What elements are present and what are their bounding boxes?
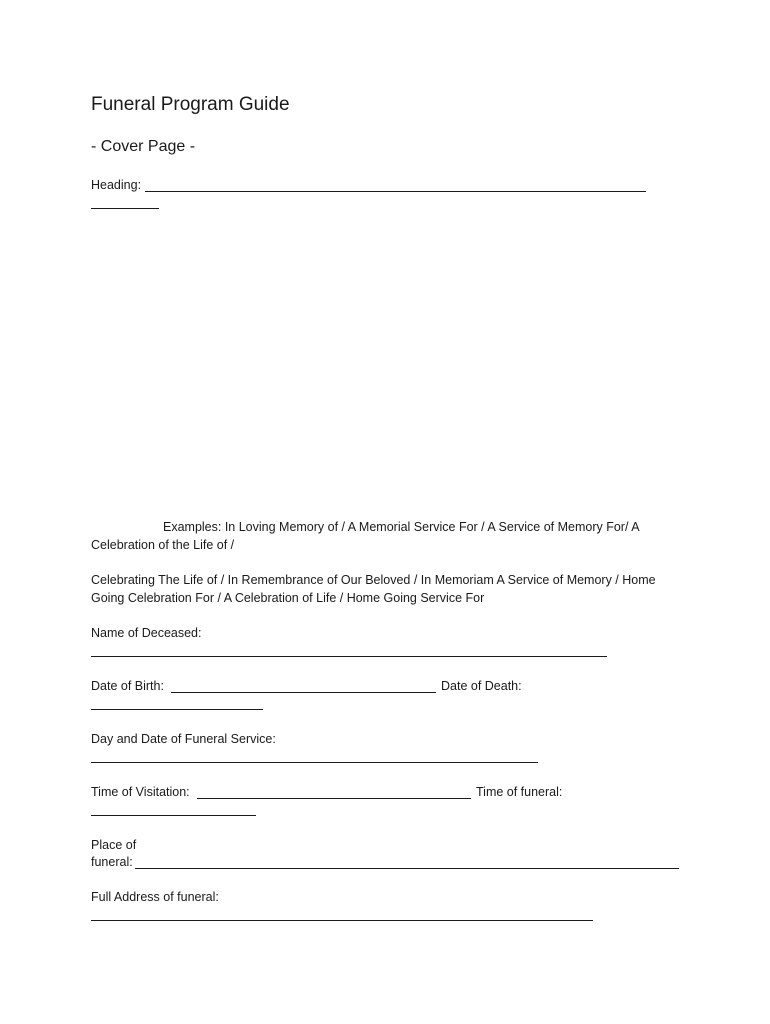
full-address-label: Full Address of funeral: xyxy=(91,890,219,904)
date-of-birth-label: Date of Birth: xyxy=(91,679,164,693)
service-day-label: Day and Date of Funeral Service: xyxy=(91,732,276,746)
time-of-funeral-label: Time of funeral: xyxy=(476,785,563,799)
full-address-input-line[interactable] xyxy=(91,920,593,921)
examples-line-4: Going Celebration For / A Celebration of Life / Home Going Service For xyxy=(91,591,485,605)
date-of-death-input-line[interactable] xyxy=(91,709,263,710)
examples-line-3: Celebrating The Life of / In Remembrance of Our Beloved / In Memoriam A Service of Memory / Home xyxy=(91,573,656,587)
examples-line-1: Examples: In Loving Memory of / A Memorial Service For / A Service of Memory For/ A xyxy=(163,520,640,534)
document-title: Funeral Program Guide xyxy=(91,94,290,115)
heading-label: Heading: xyxy=(91,178,142,192)
date-of-death-label: Date of Death: xyxy=(441,679,522,693)
place-of-funeral-input-line[interactable] xyxy=(135,868,679,869)
time-of-visitation-input-line[interactable] xyxy=(197,798,471,799)
examples-line-2: Celebration of the Life of / xyxy=(91,538,235,552)
heading-input-line[interactable] xyxy=(145,191,646,192)
name-of-deceased-label: Name of Deceased: xyxy=(91,626,202,640)
time-of-visitation-label: Time of Visitation: xyxy=(91,785,190,799)
document-subtitle: - Cover Page - xyxy=(91,138,196,155)
heading-input-line-continued[interactable] xyxy=(91,208,159,209)
place-of-funeral-label-line-1: Place of xyxy=(91,838,137,852)
date-of-birth-input-line[interactable] xyxy=(171,692,436,693)
service-day-input-line[interactable] xyxy=(91,762,538,763)
time-of-funeral-input-line[interactable] xyxy=(91,815,256,816)
name-of-deceased-input-line[interactable] xyxy=(91,656,607,657)
place-of-funeral-label-line-2: funeral: xyxy=(91,855,133,869)
